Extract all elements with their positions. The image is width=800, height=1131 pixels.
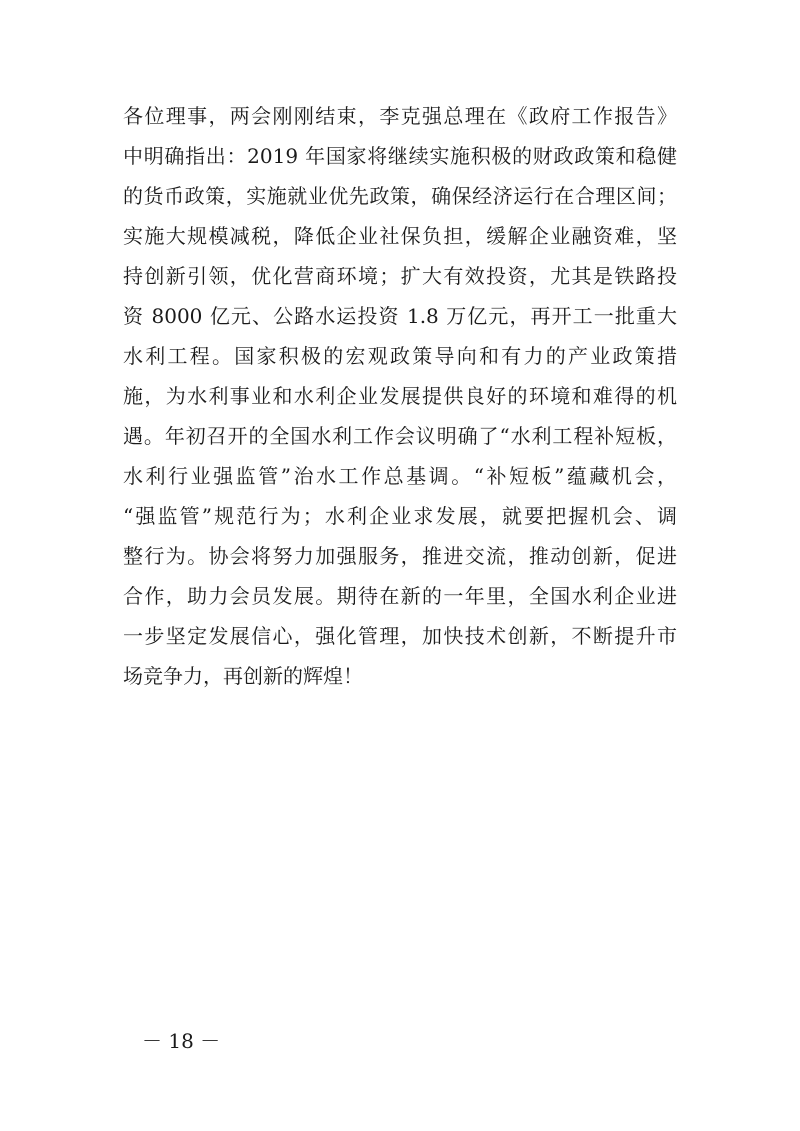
body-paragraph xyxy=(123,96,677,696)
text-line-7: 水利工程。国家积极的宏观政策导向和有力的产业政策措 xyxy=(123,344,677,368)
text-line-5: 持创新引领，优化营商环境；扩大有效投资，尤其是铁路投 xyxy=(123,264,677,288)
text-line-8: 施，为水利事业和水利企业发展提供良好的环境和难得的机 xyxy=(123,384,677,408)
text-line-15: 场竞争力，再创新的辉煌！ xyxy=(123,664,363,688)
text-line-13: 合作，助力会员发展。期待在新的一年里，全国水利企业进 xyxy=(123,584,677,608)
page-number: － 18 － xyxy=(142,1029,221,1053)
text-line-11: “强监管”规范行为；水利企业求发展，就要把握机会、调 xyxy=(123,504,677,528)
text-line-12: 整行为。协会将努力加强服务，推进交流，推动创新，促进 xyxy=(123,544,677,568)
text-line-1: 各位理事，两会刚刚结束，李克强总理在《政府工作报告》 xyxy=(123,104,677,128)
text-line-14: 一步坚定发展信心，强化管理，加快技术创新，不断提升市 xyxy=(123,624,677,648)
text-line-9: 遇。年初召开的全国水利工作会议明确了“水利工程补短板， xyxy=(123,424,677,448)
text-line-10: 水利行业强监管”治水工作总基调。“补短板”蕴藏机会， xyxy=(123,464,677,488)
text-line-4: 实施大规模减税，降低企业社保负担，缓解企业融资难，坚 xyxy=(123,224,677,248)
text-line-6: 资 8000 亿元、公路水运投资 1.8 万亿元，再开工一批重大 xyxy=(123,304,677,328)
text-line-3: 的货币政策，实施就业优先政策，确保经济运行在合理区间； xyxy=(123,184,677,208)
text-line-2: 中明确指出：2019 年国家将继续实施积极的财政政策和稳健 xyxy=(123,144,677,168)
